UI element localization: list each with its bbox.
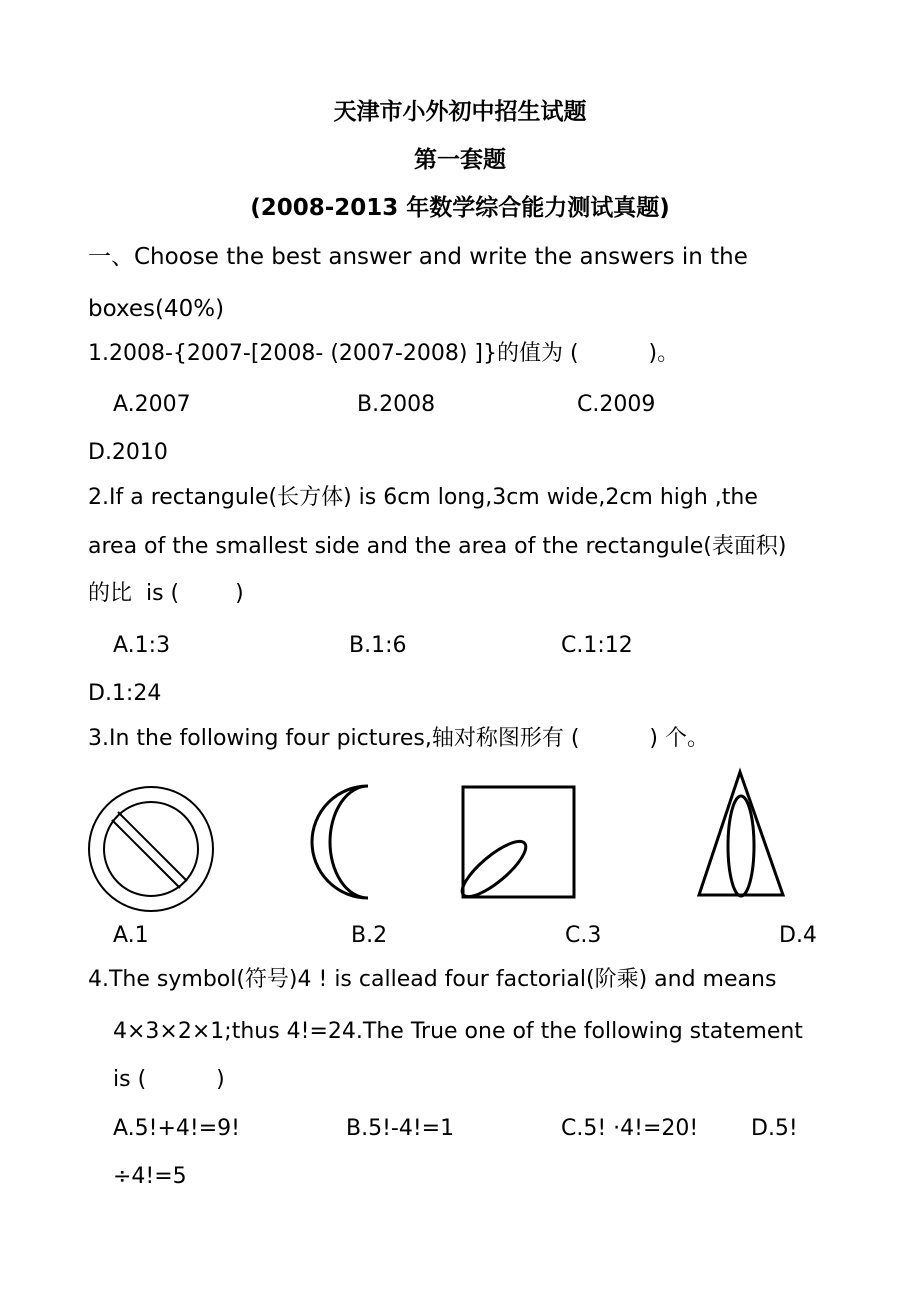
q3-option-c: C.3: [565, 923, 602, 948]
q3-option-a: A.1: [113, 923, 149, 948]
figure-c-square-ellipse: [455, 787, 574, 905]
q2-option-b: B.1:6: [349, 633, 407, 658]
q2-option-d: D.1:24: [88, 681, 162, 706]
question-1-stem: 1.2008-{2007-[2008- (2007-2008) ]}的值为 ( )。: [88, 341, 680, 366]
question-2-line3: 的比 is ( ): [88, 581, 244, 606]
q4-option-b: B.5!-4!=1: [346, 1116, 455, 1141]
q4-option-c: C.5! ·4!=20!: [561, 1116, 699, 1141]
q2-option-c: C.1:12: [561, 633, 633, 658]
page-subtitle: 第一套题: [414, 147, 506, 173]
q4-option-a: A.5!+4!=9!: [113, 1116, 240, 1141]
q3-option-b: B.2: [351, 923, 388, 948]
page-title: 天津市小外初中招生试题: [333, 99, 587, 125]
question-3-stem: 3.In the following four pictures,轴对称图形有 ( ) 个。: [88, 726, 709, 751]
section-heading-cont: boxes(40%): [88, 296, 225, 322]
figure-b-crescent: [312, 786, 368, 898]
page-note: (2008-2013 年数学综合能力测试真题): [250, 195, 670, 221]
q1-option-b: B.2008: [357, 392, 436, 417]
question-4-line2: 4×3×2×1;thus 4!=24.The True one of the following statement: [113, 1019, 803, 1044]
q1-option-d: D.2010: [88, 440, 168, 465]
figure-d-triangle-ellipse: [699, 772, 783, 896]
q2-option-a: A.1:3: [113, 633, 171, 658]
figure-a-prohibition-sign: [89, 787, 213, 911]
question-2-line2: area of the smallest side and the area of the rectangule(表面积): [88, 534, 787, 559]
q1-option-a: A.2007: [113, 392, 191, 417]
q3-option-d: D.4: [779, 923, 817, 948]
q1-option-c: C.2009: [577, 392, 656, 417]
q4-option-d: D.5!: [751, 1116, 798, 1141]
question-4-line3: is ( ): [113, 1067, 225, 1092]
q4-option-d-cont: ÷4!=5: [113, 1164, 187, 1189]
question-2-line1: 2.If a rectangule(长方体) is 6cm long,3cm wide,2cm high ,the: [88, 485, 758, 510]
question-4-line1: 4.The symbol(符号)4 ! is callead four factorial(阶乘) and means: [88, 967, 777, 992]
section-heading: 一、Choose the best answer and write the answers in the: [88, 244, 748, 270]
